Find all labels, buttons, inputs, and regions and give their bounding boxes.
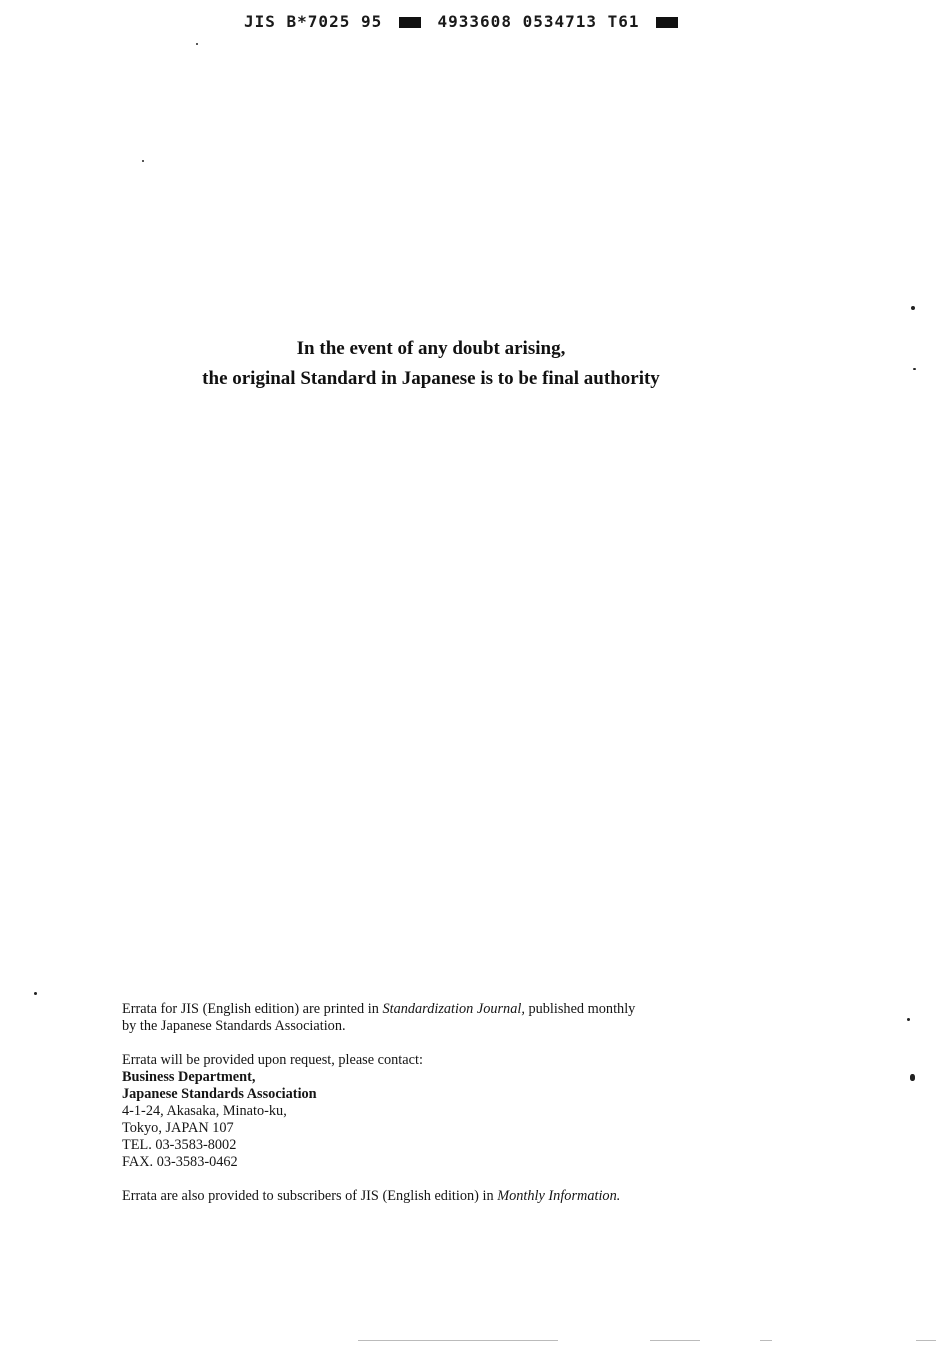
address-line-2: Tokyo, JAPAN 107	[122, 1120, 234, 1136]
scan-edge-line	[760, 1340, 772, 1341]
document-code-header	[244, 12, 684, 31]
errata-paragraph-1	[122, 1001, 742, 1018]
notice-line-2: the original Standard in Japanese is to be final authority	[202, 368, 660, 389]
contact-intro: Errata will be provided upon request, please contact:	[122, 1052, 423, 1068]
errata-section	[122, 1001, 742, 1205]
notice-line-1: In the event of any doubt arising,	[296, 338, 566, 359]
fax: FAX. 03-3583-0462	[122, 1154, 238, 1170]
header-code-right: 4933608 0534713 T61	[437, 12, 640, 31]
header-block-mark	[399, 17, 421, 28]
errata-text: published monthly	[524, 1001, 636, 1017]
scan-speck	[142, 160, 144, 162]
authority-notice	[0, 334, 862, 394]
scan-speck	[196, 43, 198, 45]
scan-speck	[34, 992, 37, 995]
scan-edge-line	[916, 1340, 936, 1341]
publication-title: Monthly Information.	[497, 1188, 621, 1204]
errata-paragraph-1-line-2: by the Japanese Standards Association.	[122, 1018, 346, 1034]
header-code-left: JIS B*7025 95	[244, 12, 383, 31]
scan-speck	[913, 368, 916, 370]
association-name: Japanese Standards Association	[122, 1086, 317, 1102]
scan-speck	[911, 306, 915, 310]
scan-speck	[907, 1018, 910, 1021]
telephone: TEL. 03-3583-8002	[122, 1137, 237, 1153]
address-line-1: 4-1-24, Akasaka, Minato-ku,	[122, 1103, 287, 1119]
scan-edge-line	[358, 1340, 558, 1341]
scan-speck	[910, 1074, 915, 1081]
errata-paragraph-3	[122, 1188, 742, 1205]
journal-title: Standardization Journal,	[382, 1001, 525, 1017]
header-block-mark-end	[656, 17, 678, 28]
scan-edge-line	[650, 1340, 700, 1341]
errata-text: Errata are also provided to subscribers of JIS (English edition) in	[122, 1188, 498, 1204]
department-name: Business Department,	[122, 1069, 256, 1085]
errata-text: Errata for JIS (English edition) are printed in	[122, 1001, 383, 1017]
